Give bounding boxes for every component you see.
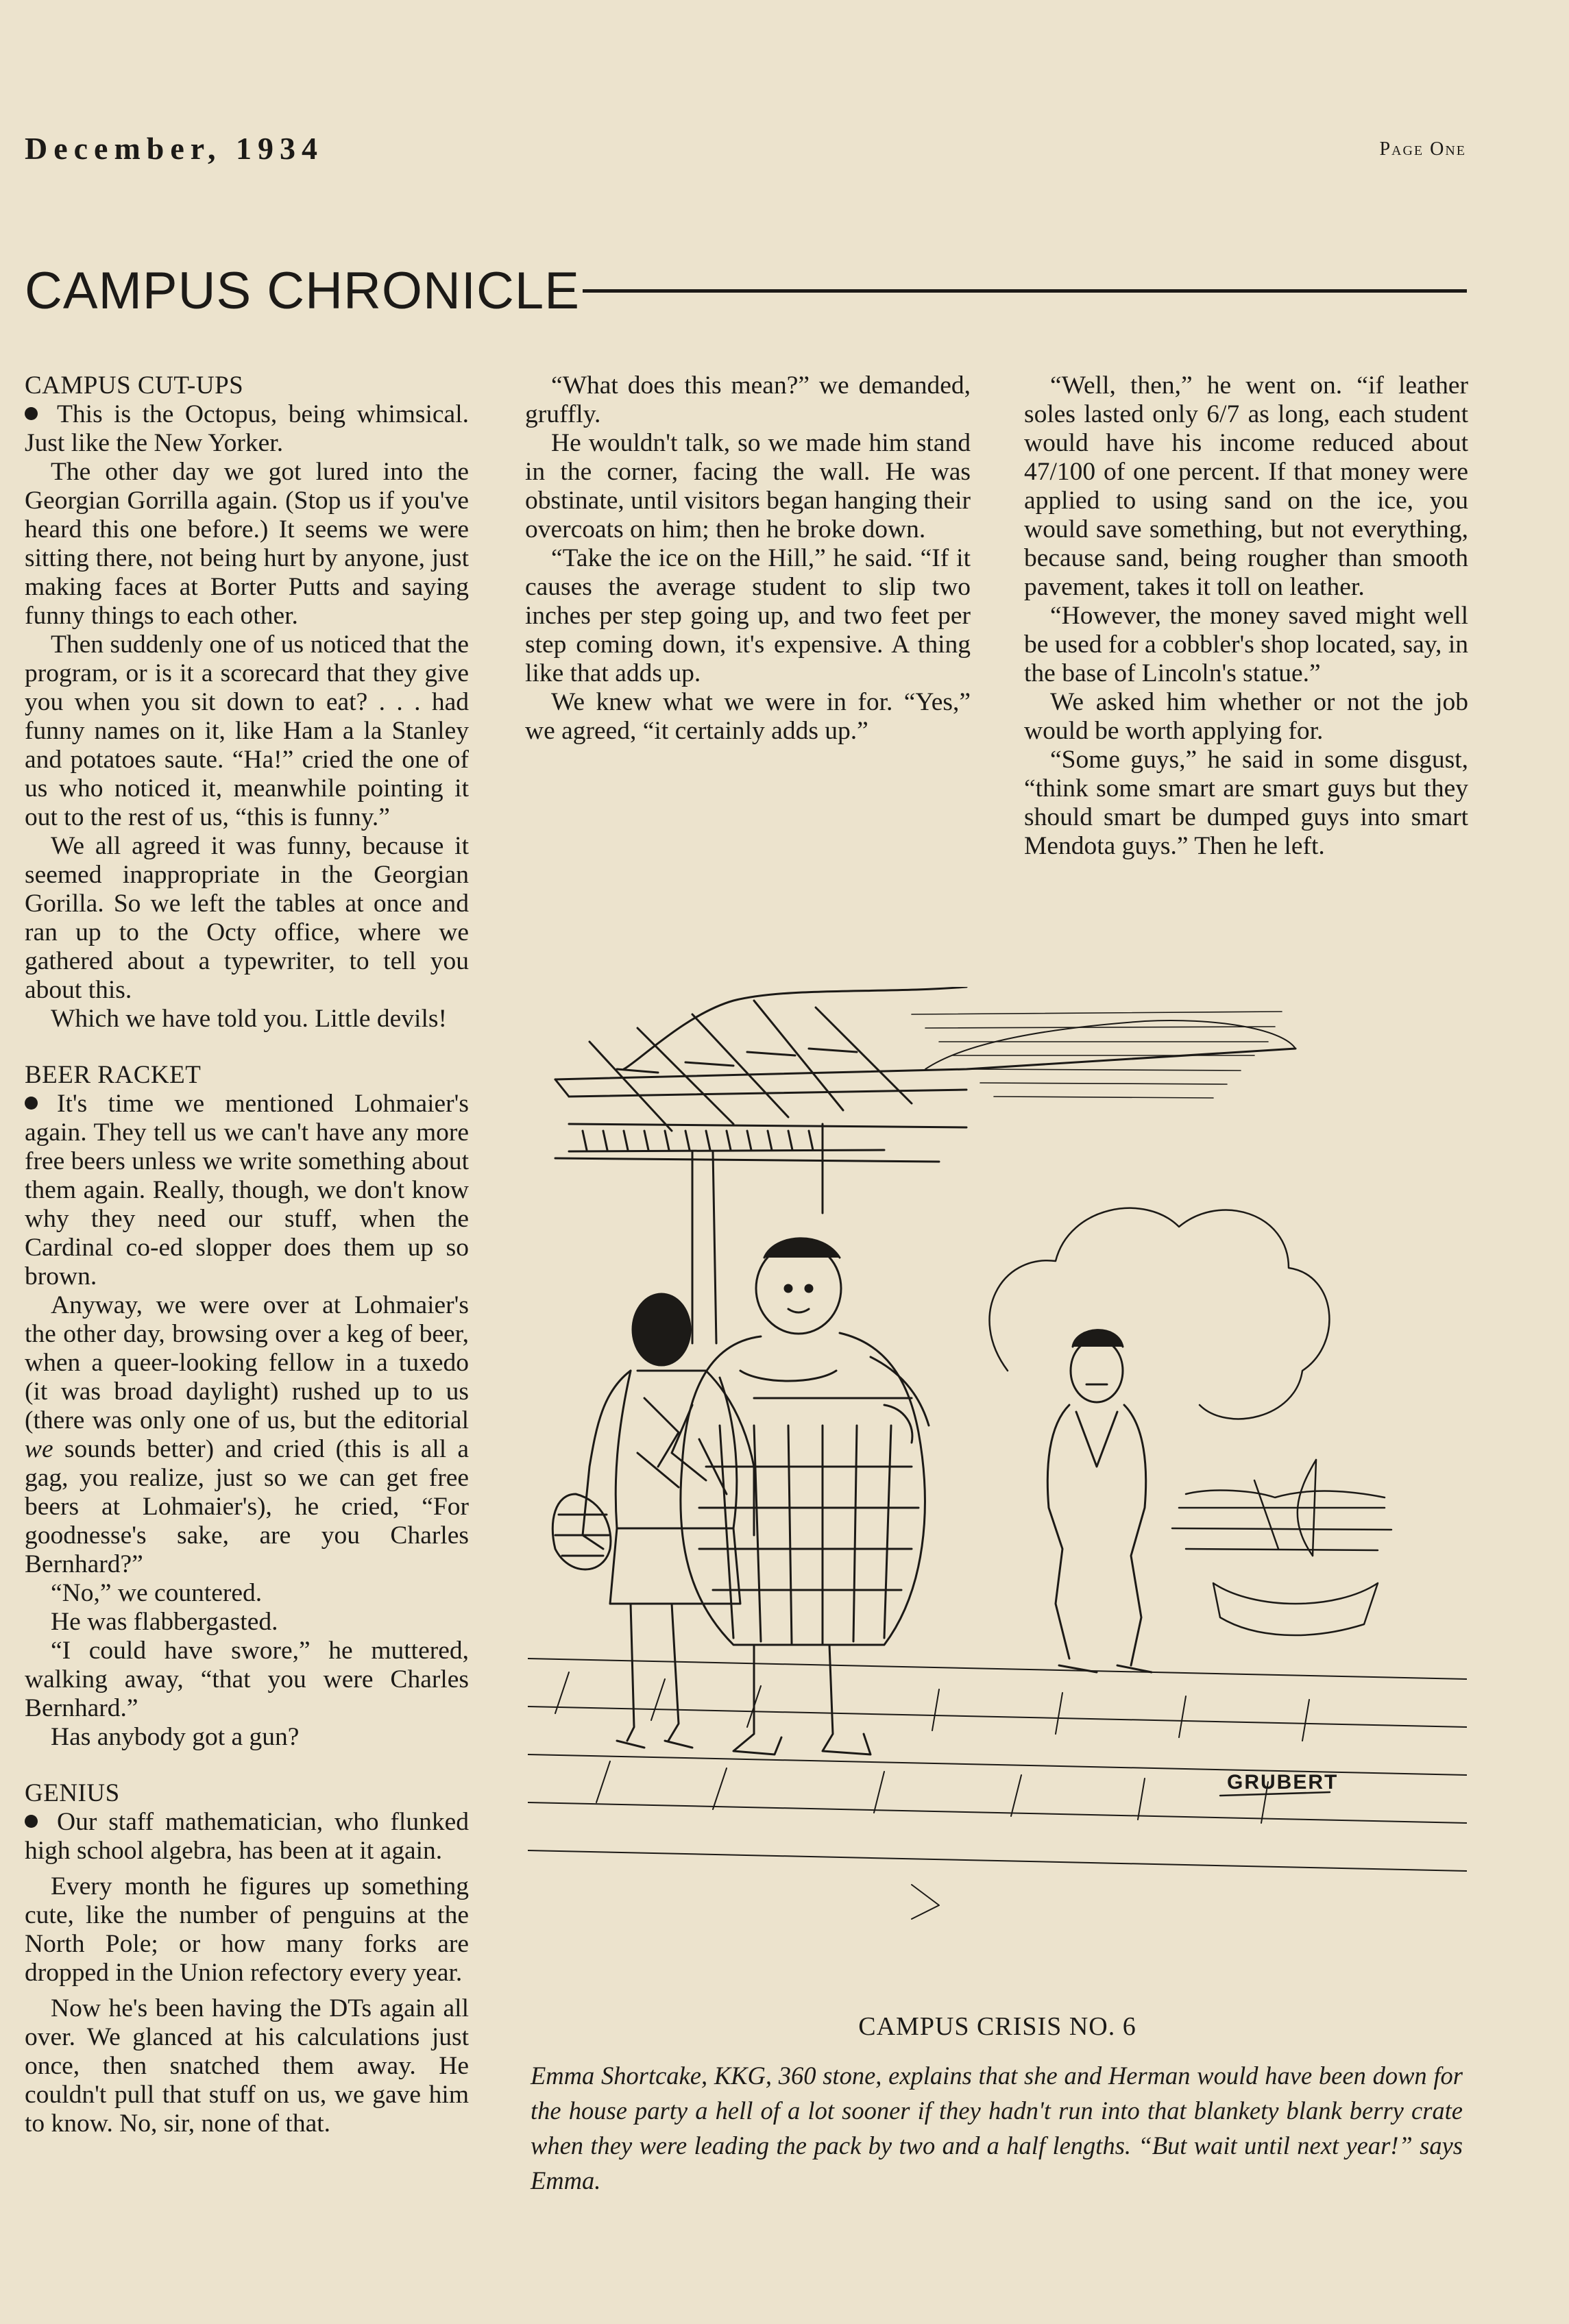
section-masthead [25,260,1467,322]
boat-drawing [1172,1460,1391,1635]
column-2 [525,371,971,746]
paragraph: This is the Octopus, being whimsical. Just like the New Yorker. [25,400,469,457]
paragraph: “No,” we countered. [51,1579,263,1607]
issue-date: December, 1934 [25,131,324,166]
bullet-icon [25,407,38,420]
paragraph: He wouldn't talk, so we made him stand in the corner, facing the wall. He was obstinate, until visitors began hanging their overcoats on him; then he broke down. [525,429,971,543]
paragraph: It's time we mentioned Lohmaier's again. They tell us we can't have any more free beers unless we write something about them again. Really, though, we don't know why they need our stuff, when the Cardinal co-ed slopper does them up so brown. [25,1090,469,1291]
paragraph: We asked him whether or not the job would be worth applying for. [1024,688,1468,745]
column-1 [25,371,469,2138]
bullet-icon [25,1815,38,1828]
paragraph: “However, the money saved might well be used for a cobbler's shop located, say, in the base of Lincoln's statue.” [1024,602,1468,687]
paragraph: Then suddenly one of us noticed that the program, or is it a scorecard that they give you when you sit down to eat? . . . had funny names on it, like Ham a la Stanley and potatoes saute. “Ha!” cried the one of us who noticed it, meanwhile pointing it out to the rest of us, “this is funny.” [25,631,469,831]
cartoon-signature: GRUBERT [1227,1771,1339,1794]
emma-figure [681,1238,929,1754]
smoke-cloud [990,1208,1330,1419]
column-3 [1024,371,1468,861]
paragraph: He was flabbergasted. [51,1608,278,1636]
masthead-rule [518,289,1467,293]
paragraph: We knew what we were in for. “Yes,” we agreed, “it certainly adds up.” [525,688,971,745]
cartoon-caption-title: CAMPUS CRISIS NO. 6 [858,2012,1136,2041]
paragraph: Anyway, we were over at Lohmaier's the other day, browsing over a keg of beer, when a queer-looking fellow in a tuxedo (it was broad daylight) rushed up to us (there was only one of us, but the editorial we sounds better) and cried (this is all a gag, you realize, just so we can get free beers at Lohmaier's), he cried, “For goodnesse's sake, are you Charles Bernhard?” [25,1291,469,1578]
porch-post [555,1124,939,1343]
woman-left-figure [552,1294,754,1748]
heading-beer-racket: BEER RACKET [25,1061,202,1089]
paragraph: Now he's been having the DTs again all over. We glanced at his calculations just once, then snatched them away. He couldn't pull that stuff on us, we gave him to know. No, sir, none of that. [25,1994,469,2138]
cartoon-illustration [528,987,1467,1974]
section-title: CAMPUS CHRONICLE [25,260,583,322]
page-label: Page One [1379,138,1466,160]
paragraph: Our staff mathematician, who flunked high school algebra, has been at it again. [25,1808,469,1865]
heading-genius: GENIUS [25,1779,120,1807]
paragraph: Has anybody got a gun? [51,1723,300,1751]
bullet-icon [25,1097,38,1110]
cartoon-caption-text: Emma Shortcake, KKG, 360 stone, explains that she and Herman would have been down for the house party a hell of a lot sooner if they hadn't run into that blankety blank berry crate when they were leading the pack by two and a half lengths. “But wait until next year!” says Emma. [531,2062,1463,2194]
sky-hatching [912,1012,1282,1098]
paragraph: “Take the ice on the Hill,” he said. “If it causes the average student to slip two inches per step going up, and two feet per step coming down, it's expensive. A thing like that adds up. [525,544,971,687]
paragraph: We all agreed it was funny, because it seemed inappropriate in the Georgian Gorilla. So we left the tables at once and ran up to the Octy office, where we gathered about a typewriter, to tell you about this. [25,832,469,1004]
paragraph: The other day we got lured into the Georgian Gorrilla again. (Stop us if you've heard this one before.) It seems we were sitting there, not being hurt by anyone, just making faces at Borter Putts and saying funny things to each other. [25,458,469,630]
paragraph: “Some guys,” he said in some disgust, “think some smart are smart guys but they should smart be dumped guys into smart Mendota guys.” Then he left. [1024,746,1468,860]
paragraph: “Well, then,” he went on. “if leather soles lasted only 6/7 as long, each student would have his income reduced about 47/100 of one percent. If that money were applied to using sand on the ice, you would save something, but not everything, because sand, being rougher than smooth pavement, takes it toll on leather. [1024,371,1468,601]
heading-campus-cutups: CAMPUS CUT-UPS [25,371,244,400]
paragraph: “I could have swore,” he muttered, walking away, “that you were Charles Bernhard.” [25,1637,469,1722]
herman-figure [1047,1330,1152,1672]
paragraph: “What does this mean?” we demanded, gruffly. [525,371,971,428]
paragraph: Every month he figures up something cute, like the number of penguins at the North Pole; or how many forks are dropped in the Union refectory every year. [25,1872,469,1987]
roof-drawing [555,987,1296,1151]
paragraph: Which we have told you. Little devils! [51,1005,447,1033]
